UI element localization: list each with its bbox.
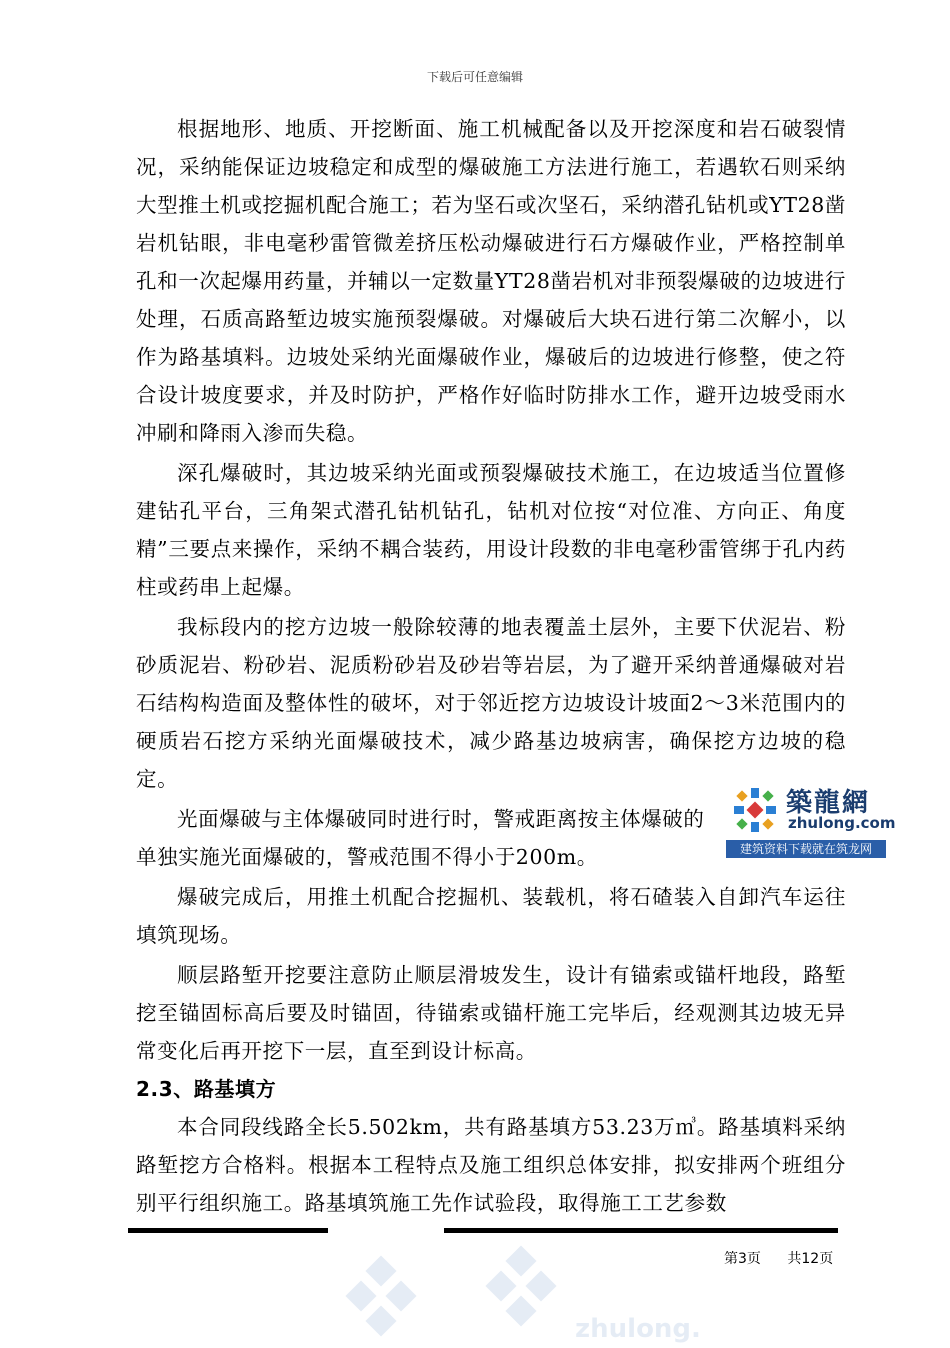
snowflake-logo-icon bbox=[728, 786, 782, 834]
section-paragraph: 本合同段线路全长5.502km，共有路基填方53.23万㎥。路基填料采纳路堑挖方合格料。根据本工程特点及施工组织总体安排，拟安排两个班组分别平行组织施工。路基填筑施工先作试验段，取得施工工艺参数 bbox=[136, 1115, 846, 1215]
paragraph-3: 我标段内的挖方边坡一般除较薄的地表覆盖土层外，主要下伏泥岩、粉砂质泥岩、粉砂岩、泥质粉砂岩及砂岩等岩层，为了避开采纳普通爆破对岩石结构构造面及整体性的破坏，对于邻近挖方边坡设计坡面2～3米范围内的硬质岩石挖方采纳光面爆破技术，减少路基边坡病害，确保挖方边坡的稳定。 bbox=[136, 615, 846, 791]
footer-rule-right bbox=[444, 1228, 838, 1233]
paragraph-1: 根据地形、地质、开挖断面、施工机械配备以及开挖深度和岩石破裂情况，采纳能保证边坡稳定和成型的爆破施工方法进行施工，若遇软石则采纳大型推土机或挖掘机配合施工；若为坚石或次坚石，采纳潜孔钻机或YT28凿岩机钻眼，非电毫秒雷管微差挤压松动爆破进行石方爆破作业，严格控制单孔和一次起爆用药量，并辅以一定数量YT28凿岩机对非预裂爆破的边坡进行处理，石质高路堑边坡实施预裂爆破。对爆破后大块石进行第二次解小，以作为路基填料。边坡处采纳光面爆破作业，爆破后的边坡进行修整，使之符合设计坡度要求，并及时防护，严格作好临时防排水工作，避开边坡受雨水冲刷和降雨入渗而失稳。 bbox=[136, 117, 846, 445]
footer-rule-left bbox=[128, 1228, 328, 1233]
paragraph-2: 深孔爆破时，其边坡采纳光面或预裂爆破技术施工，在边坡适当位置修建钻孔平台，三角架式潜孔钻机钻孔，钻机对位按“对位准、方向正、角度精”三要点来操作，采纳不耦合装药，用设计段数的非电毫秒雷管绑于孔内药柱或药串上起爆。 bbox=[136, 461, 846, 599]
watermark-snowflake-icon bbox=[330, 1240, 650, 1344]
page-total: 共12页 bbox=[787, 1251, 834, 1267]
watermark bbox=[330, 1240, 701, 1344]
page-footer bbox=[724, 1248, 855, 1268]
paragraph-6: 顺层路堑开挖要注意防止顺层滑坡发生，设计有锚索或锚杆地段，路堑挖至锚固标高后要及时锚固，待锚索或锚杆施工完毕后，经观测其边坡无异常变化后再开挖下一层，直至到设计标高。 bbox=[136, 963, 846, 1063]
logo-slogan: 建筑资料下载就在筑龙网 bbox=[726, 840, 886, 858]
paragraph-4-cont: 单独实施光面爆破的，警戒范围不得小于200m。 bbox=[136, 845, 598, 869]
watermark-text: zhulong. bbox=[575, 1314, 701, 1344]
document-body bbox=[136, 110, 846, 1222]
logo-domain: zhulong.com bbox=[788, 814, 896, 832]
paragraph-4: 光面爆破与主体爆破同时进行时，警戒距离按主体爆破的 bbox=[177, 807, 705, 831]
header-note: 下载后可任意编辑 bbox=[426, 70, 523, 84]
logo-name: 築龍網 bbox=[786, 788, 871, 818]
paragraph-5: 爆破完成后，用推土机配合挖掘机、装载机，将石碴装入自卸汽车运往填筑现场。 bbox=[136, 885, 846, 947]
section-heading: 2.3、路基填方 bbox=[136, 1077, 277, 1101]
page-number: 第3页 bbox=[724, 1251, 761, 1267]
zhulong-logo[interactable] bbox=[722, 780, 896, 860]
